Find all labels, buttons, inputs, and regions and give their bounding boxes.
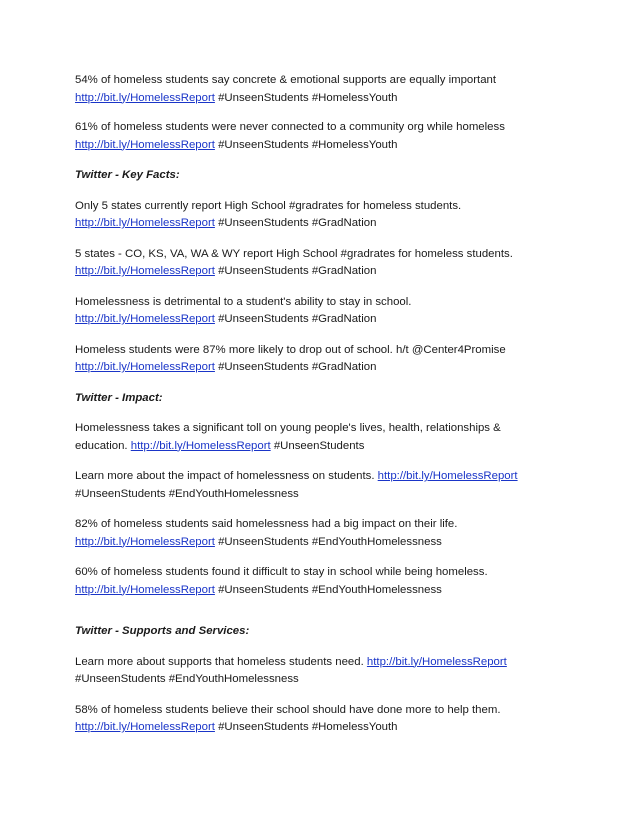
tweet-text-cont: education. (75, 439, 128, 452)
tweet-text: 82% of homeless students said homelessness had a big impact on their life. (75, 518, 458, 530)
tweet-learn-impact (75, 468, 555, 503)
report-link[interactable]: http://bit.ly/HomelessReport (75, 313, 215, 325)
tweet-never-connected (75, 119, 555, 154)
hashtags: #UnseenStudents #EndYouthHomelessness (75, 487, 299, 500)
report-link[interactable]: http://bit.ly/HomelessReport (377, 470, 518, 482)
hashtags: #UnseenStudents #GradNation (218, 217, 377, 229)
tweet-text: 60% of homeless students found it difficult to stay in school while being homeless. (75, 566, 488, 578)
tweet-concrete-emotional-supports (75, 72, 555, 107)
section-heading-supports-services: Twitter - Supports and Services: (75, 625, 250, 637)
tweet-difficult-stay (75, 564, 555, 599)
hashtags: #UnseenStudents #HomelessYouth (218, 721, 398, 733)
tweet-text: 5 states - CO, KS, VA, WA & WY report High School #gradrates for homeless students. (75, 247, 513, 260)
report-link[interactable]: http://bit.ly/HomelessReport (366, 655, 507, 668)
tweet-text: 61% of homeless students were never connected to a community org while homeless (75, 121, 505, 133)
hashtags: #UnseenStudents #EndYouthHomelessness (75, 673, 299, 685)
report-link[interactable]: http://bit.ly/HomelessReport (75, 535, 215, 548)
tweet-text: Only 5 states currently report High School #gradrates for homeless students. (75, 199, 462, 212)
tweet-states-list (75, 246, 555, 281)
report-link[interactable]: http://bit.ly/HomelessReport (75, 91, 215, 104)
tweet-text: Learn more about the impact of homelessness on students. (75, 470, 375, 482)
hashtags: #UnseenStudents #HomelessYouth (218, 91, 398, 104)
tweet-significant-toll (75, 420, 555, 455)
report-link[interactable]: http://bit.ly/HomelessReport (75, 265, 215, 277)
report-link[interactable]: http://bit.ly/HomelessReport (75, 583, 215, 596)
hashtags: #UnseenStudents #EndYouthHomelessness (218, 535, 442, 548)
hashtags: #UnseenStudents #GradNation (218, 265, 377, 277)
tweet-big-impact (75, 516, 555, 551)
tweet-detrimental (75, 294, 555, 329)
tweet-text: Homeless students were 87% more likely to drop out of school. h/t @Center4Promise (75, 343, 506, 356)
report-link[interactable]: http://bit.ly/HomelessReport (75, 721, 215, 733)
hashtags: #UnseenStudents #GradNation (218, 313, 377, 325)
hashtags: #UnseenStudents #EndYouthHomelessness (218, 583, 442, 596)
report-link[interactable]: http://bit.ly/HomelessReport (75, 361, 215, 373)
report-link[interactable]: http://bit.ly/HomelessReport (75, 138, 215, 151)
hashtags: #UnseenStudents #GradNation (218, 361, 377, 373)
tweet-text: Learn more about supports that homeless students need. (75, 655, 364, 668)
document-page (75, 72, 555, 737)
tweet-text: Homelessness takes a significant toll on young people's lives, health, relationships & (75, 422, 501, 434)
tweet-school-should-help (75, 702, 555, 737)
tweet-text: 54% of homeless students say concrete & emotional supports are equally important (75, 74, 497, 86)
section-heading-impact: Twitter - Impact: (75, 391, 163, 404)
tweet-learn-supports (75, 654, 555, 689)
hashtags: #UnseenStudents (273, 439, 365, 452)
tweet-drop-out (75, 342, 555, 377)
section-heading-key-facts: Twitter - Key Facts: (75, 169, 180, 181)
report-link[interactable]: http://bit.ly/HomelessReport (75, 217, 215, 229)
report-link[interactable]: http://bit.ly/HomelessReport (130, 439, 271, 452)
tweet-five-states-report (75, 198, 555, 233)
hashtags: #UnseenStudents #HomelessYouth (218, 138, 398, 151)
tweet-text: Homelessness is detrimental to a student's ability to stay in school. (75, 295, 412, 308)
tweet-text: 58% of homeless students believe their school should have done more to help them. (75, 703, 501, 716)
